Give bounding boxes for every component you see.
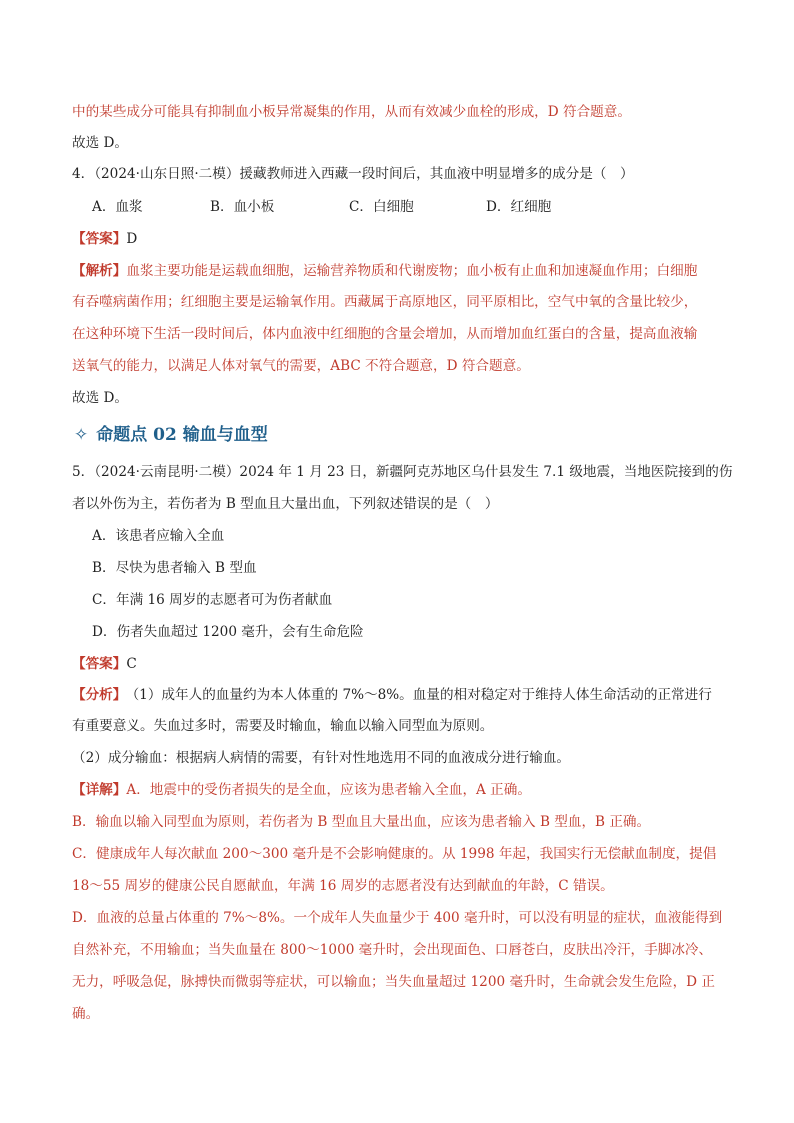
answer-value: D bbox=[126, 231, 138, 247]
q4-analysis-line bbox=[72, 261, 734, 281]
section-heading bbox=[74, 424, 268, 446]
answer-tag: 【答案】 bbox=[72, 231, 127, 247]
q4-option-b: B．血小板 bbox=[210, 199, 275, 215]
analysis-tag: 【解析】 bbox=[72, 263, 127, 279]
q5-xiangjie-line: 18～55 周岁的健康公民自愿献血，年满 16 周岁的志愿者没有达到献血的年龄，C 错误。 bbox=[72, 878, 614, 894]
q5-option-c: C．年满 16 周岁的志愿者可为伤者献血 bbox=[92, 592, 333, 608]
prev-conclusion: 故选 D。 bbox=[72, 135, 129, 151]
xiangjie-tag: 【详解】 bbox=[72, 782, 127, 798]
fenxi-tag: 【分析】 bbox=[72, 687, 127, 703]
fenxi-text: （1）成年人的血量约为本人体重的 7%～8%。血量的相对稳定对于维持人体生命活动的正常进行 bbox=[132, 687, 712, 703]
sparkle-icon: ✧ bbox=[74, 425, 89, 445]
q5-stem-line: 者以外伤为主，若伤者为 B 型血且大量出血，下列叙述错误的是（ ） bbox=[72, 496, 499, 512]
q4-stem: 4．（2024·山东日照·二模）援藏教师进入西藏一段时间后，其血液中明显增多的成分是（ ） bbox=[72, 166, 634, 182]
q4-option-a: A．血浆 bbox=[92, 199, 143, 215]
q5-answer bbox=[72, 654, 734, 674]
q5-fenxi-line bbox=[72, 685, 734, 705]
analysis-text: 血浆主要功能是运载血细胞，运输营养物质和代谢废物；血小板有止血和加速凝血作用；白细胞 bbox=[126, 263, 698, 279]
q5-option-b: B．尽快为患者输入 B 型血 bbox=[92, 560, 257, 576]
q5-xiangjie-line: 无力，呼吸急促，脉搏快而微弱等症状，可以输血；当失血量超过 1200 毫升时，生命就会发生危险，D 正 bbox=[72, 974, 715, 990]
q4-option-c: C．白细胞 bbox=[349, 199, 414, 215]
q4-analysis-line: 送氧气的能力，以满足人体对氧气的需要，ABC 不符合题意，D 符合题意。 bbox=[72, 358, 530, 374]
q4-answer bbox=[72, 229, 734, 249]
q5-xiangjie-line bbox=[72, 780, 734, 800]
q5-xiangjie-line: D．血液的总量占体重的 7%～8%。一个成年人失血量少于 400 毫升时，可以没有明显的症状，血液能得到 bbox=[72, 910, 723, 926]
q4-option-d: D．红细胞 bbox=[486, 199, 552, 215]
q4-analysis-line: 在这种环境下生活一段时间后，体内血液中红细胞的含量会增加，从而增加血红蛋白的含量，提高血液输 bbox=[72, 326, 698, 342]
q5-stem-line: 5．（2024·云南昆明·二模）2024 年 1 月 23 日，新疆阿克苏地区乌什县发生 7.1 级地震，当地医院接到的伤 bbox=[72, 464, 733, 480]
q4-analysis-line: 有吞噬病菌作用；红细胞主要是运输氧作用。西藏属于高原地区，同平原相比，空气中氧的含量比较少， bbox=[72, 294, 698, 310]
answer-value: C bbox=[126, 656, 137, 672]
q5-xiangjie-line: C．健康成年人每次献血 200～300 毫升是不会影响健康的。从 1998 年起，我国实行无偿献血制度，提倡 bbox=[72, 846, 717, 862]
q5-option-a: A．该患者应输入全血 bbox=[92, 528, 225, 544]
q5-xiangjie-line: B．输血以输入同型血为原则，若伤者为 B 型血且大量出血，应该为患者输入 B 型血，B 正确。 bbox=[72, 814, 651, 830]
section-title: 命题点 02 输血与血型 bbox=[96, 425, 268, 445]
q4-conclusion: 故选 D。 bbox=[72, 390, 129, 406]
xiangjie-text: A．地震中的受伤者损失的是全血，应该为患者输入全血，A 正确。 bbox=[126, 782, 531, 798]
prev-explanation-line: 中的某些成分可能具有抑制血小板异常凝集的作用，从而有效减少血栓的形成，D 符合题意。 bbox=[72, 104, 631, 120]
q5-fenxi-line: 有重要意义。失血过多时，需要及时输血，输血以输入同型血为原则。 bbox=[72, 718, 494, 734]
q5-option-d: D．伤者失血超过 1200 毫升，会有生命危险 bbox=[92, 624, 364, 640]
answer-tag: 【答案】 bbox=[72, 656, 127, 672]
q5-xiangjie-line: 确。 bbox=[72, 1006, 100, 1022]
q4-options bbox=[92, 197, 732, 217]
q5-fenxi-line: （2）成分输血：根据病人病情的需要，有针对性地选用不同的血液成分进行输血。 bbox=[72, 750, 571, 766]
q5-xiangjie-line: 自然补充，不用输血；当失血量在 800～1000 毫升时，会出现面色、口唇苍白，皮肤出冷汗，手脚冰冷、 bbox=[72, 942, 713, 958]
